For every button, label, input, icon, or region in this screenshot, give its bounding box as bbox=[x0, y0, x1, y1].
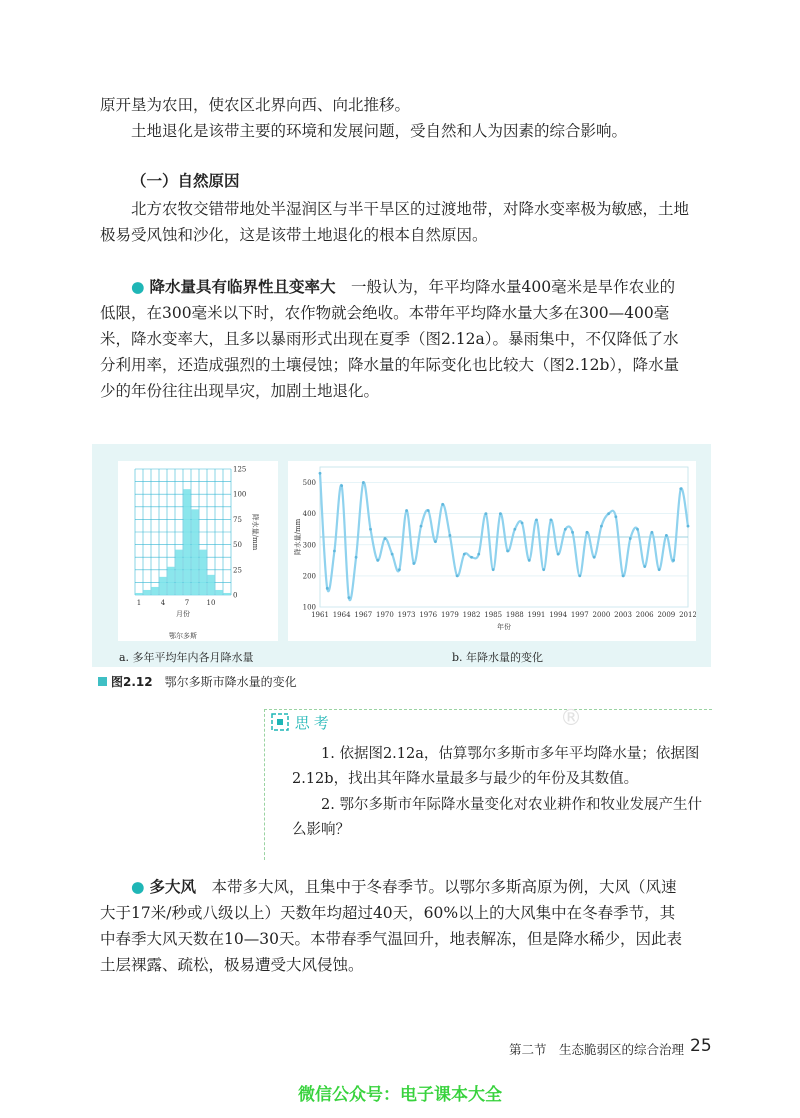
data-point bbox=[427, 509, 430, 512]
y-tick-label: 100 bbox=[302, 603, 316, 612]
chart-b-panel bbox=[288, 461, 696, 641]
data-point bbox=[499, 512, 502, 515]
bar bbox=[192, 509, 199, 595]
x-tick-label: 1964 bbox=[332, 611, 351, 619]
data-point bbox=[665, 534, 668, 537]
x-axis-label: 月份 bbox=[176, 610, 190, 618]
x-tick-label: 1982 bbox=[462, 611, 481, 619]
bar bbox=[176, 550, 183, 595]
monthly-precipitation-chart bbox=[118, 461, 278, 641]
data-point bbox=[643, 565, 646, 568]
paragraph-precipitation bbox=[100, 274, 690, 404]
data-point bbox=[513, 528, 516, 531]
data-point bbox=[614, 515, 617, 518]
x-tick-label: 1985 bbox=[484, 611, 503, 619]
data-point bbox=[528, 559, 531, 562]
bar bbox=[184, 489, 191, 595]
x-tick-label: 1973 bbox=[397, 611, 416, 619]
y-axis-label: 降水量/mm bbox=[294, 518, 302, 556]
data-point bbox=[521, 522, 524, 525]
x-tick-label: 1961 bbox=[311, 611, 329, 619]
x-tick-label: 10 bbox=[206, 599, 216, 607]
y-tick-label: 75 bbox=[233, 515, 242, 524]
y-tick-label: 50 bbox=[233, 541, 242, 550]
paragraph-wind bbox=[100, 874, 690, 978]
page-number: 25 bbox=[690, 1036, 712, 1056]
data-point bbox=[448, 534, 451, 537]
x-tick-label: 2009 bbox=[657, 611, 676, 619]
subheading-natural-causes: （一）自然原因 bbox=[131, 172, 240, 190]
y-tick-label: 300 bbox=[302, 541, 316, 550]
x-tick-label: 2012 bbox=[679, 611, 696, 619]
x-tick-label: 4 bbox=[160, 599, 166, 607]
data-point bbox=[600, 525, 603, 528]
bullet-dot-icon: ● bbox=[131, 278, 145, 296]
data-point bbox=[391, 553, 394, 556]
data-point bbox=[362, 481, 365, 484]
think-heading bbox=[270, 712, 333, 733]
data-point bbox=[333, 550, 336, 553]
x-tick-label: 1970 bbox=[376, 611, 394, 619]
x-tick-label: 1976 bbox=[419, 611, 438, 619]
x-tick-label: 1994 bbox=[549, 611, 568, 619]
data-point bbox=[470, 556, 473, 559]
data-point bbox=[586, 531, 589, 534]
data-point bbox=[535, 518, 538, 521]
data-point bbox=[412, 562, 415, 565]
data-point bbox=[319, 472, 322, 475]
data-point bbox=[369, 528, 372, 531]
x-tick-label: 1967 bbox=[354, 611, 373, 619]
y-tick-label: 125 bbox=[233, 465, 247, 474]
data-point bbox=[542, 568, 545, 571]
bar bbox=[160, 577, 167, 595]
data-point bbox=[398, 568, 401, 571]
body-line-0: 原开垦为农田，使农区北界向西、向北推移。 bbox=[100, 96, 411, 114]
y-tick-label: 500 bbox=[302, 479, 316, 488]
bar bbox=[208, 575, 215, 595]
figure-title-text: 鄂尔多斯市降水量的变化 bbox=[164, 675, 297, 689]
data-point bbox=[672, 559, 675, 562]
annual-precipitation-chart bbox=[288, 461, 696, 641]
data-point bbox=[485, 512, 488, 515]
data-point bbox=[477, 553, 480, 556]
bar bbox=[152, 587, 159, 595]
x-tick-label: 1997 bbox=[570, 611, 589, 619]
data-point bbox=[492, 568, 495, 571]
bullet-text-wind: 本带多大风，且集中于冬春季节。以鄂尔多斯高原为例，大风（风速大于17米/秒或八级以上）天数年均超过40天，60%以上的大风集中在冬春季节，其中春季大风天数在10—30天。本带春季气温回升，地表解冻，但是降水稀少，因此表土层裸露、疏松，极易遭受大风侵蚀。 bbox=[100, 878, 682, 974]
data-point bbox=[420, 525, 423, 528]
figure-number: 图2.12 bbox=[111, 675, 153, 689]
data-point bbox=[651, 531, 654, 534]
x-axis-label: 年份 bbox=[497, 623, 511, 631]
think-title: 思考 bbox=[294, 714, 333, 732]
x-tick-label: 7 bbox=[184, 599, 190, 607]
y-tick-label: 25 bbox=[233, 566, 242, 575]
think-question-2: 2. 鄂尔多斯市年际降水量变化对农业耕作和牧业发展产生什么影响？ bbox=[292, 797, 702, 838]
y-tick-label: 100 bbox=[233, 490, 247, 499]
data-point bbox=[463, 553, 466, 556]
bar bbox=[216, 590, 223, 595]
data-point bbox=[434, 540, 437, 543]
bullet-text-precipitation: 一般认为，年平均降水量400毫米是旱作农业的低限，在300毫米以下时，农作物就会绝收。本带年平均降水量大多在300—400毫米，降水变率大，且多以暴雨形式出现在夏季（图2.12a）。暴雨集中，不仅降低了水分利用率，还造成强烈的土壤侵蚀；降水量的年际变化也比较大（图2.12b），降水量少的年份往往出现旱灾，加剧土地退化。 bbox=[100, 278, 680, 400]
y-axis-label: 降水量/mm bbox=[251, 513, 259, 551]
caption-a: a. 多年平均年内各月降水量 bbox=[119, 651, 254, 664]
data-point bbox=[506, 550, 509, 553]
data-point bbox=[405, 509, 408, 512]
data-point bbox=[340, 484, 343, 487]
data-point bbox=[326, 587, 329, 590]
bullet-title-wind: 多大风 bbox=[149, 878, 196, 896]
x-tick-label: 2000 bbox=[592, 611, 611, 619]
data-point bbox=[384, 537, 387, 540]
data-point bbox=[593, 556, 596, 559]
x-tick-label: 2003 bbox=[614, 611, 632, 619]
paragraph-land-degradation: 土地退化是该带主要的环境和发展问题，受自然和人为因素的综合影响。 bbox=[131, 122, 628, 140]
x-tick-label: 1979 bbox=[440, 611, 459, 619]
data-point bbox=[658, 568, 661, 571]
chart-place-label: 鄂尔多斯 bbox=[169, 632, 197, 640]
data-point bbox=[550, 518, 553, 521]
bar bbox=[144, 590, 151, 595]
data-point bbox=[622, 574, 625, 577]
data-point bbox=[578, 574, 581, 577]
data-point bbox=[629, 537, 632, 540]
bullet-title-precipitation: 降水量具有临界性且变率大 bbox=[149, 278, 336, 296]
data-point bbox=[636, 528, 639, 531]
x-tick-label: 1 bbox=[136, 599, 142, 607]
figure-square-icon bbox=[98, 677, 107, 686]
data-point bbox=[571, 531, 574, 534]
x-tick-label: 2006 bbox=[635, 611, 654, 619]
data-point bbox=[456, 574, 459, 577]
x-tick-label: 1988 bbox=[505, 611, 524, 619]
data-point bbox=[687, 525, 690, 528]
data-point bbox=[347, 596, 350, 599]
data-point bbox=[441, 503, 444, 506]
brand-text: 微信公众号：电子课本大全 bbox=[298, 1085, 502, 1105]
data-point bbox=[679, 487, 682, 490]
figure-title bbox=[98, 673, 297, 690]
data-point bbox=[607, 512, 610, 515]
think-question-1: 1. 依据图2.12a，估算鄂尔多斯市多年平均降水量；依据图2.12b，找出其年降水量最多与最少的年份及其数值。 bbox=[292, 746, 700, 787]
bullet-dot-icon: ● bbox=[131, 878, 145, 896]
y-tick-label: 200 bbox=[302, 572, 316, 581]
bar bbox=[200, 550, 207, 595]
bar bbox=[168, 567, 175, 595]
bar bbox=[136, 593, 143, 595]
data-point bbox=[564, 528, 567, 531]
data-point bbox=[355, 556, 358, 559]
x-tick-label: 1991 bbox=[527, 611, 546, 619]
bar bbox=[224, 593, 231, 595]
think-icon bbox=[270, 712, 290, 732]
paragraph-transition-zone: 北方农牧交错带地处半湿润区与半干旱区的过渡地带，对降水变率极为敏感，土地极易受风蚀和沙化，这是该带土地退化的根本自然原因。 bbox=[100, 200, 690, 244]
caption-b: b. 年降水量的变化 bbox=[452, 651, 544, 664]
watermark-logo: ® bbox=[560, 706, 582, 731]
chart-a-panel bbox=[118, 461, 278, 641]
data-point bbox=[557, 553, 560, 556]
y-tick-label: 0 bbox=[233, 591, 238, 600]
data-point bbox=[376, 559, 379, 562]
footer-section: 第二节 生态脆弱区的综合治理 bbox=[509, 1042, 685, 1057]
y-tick-label: 400 bbox=[302, 510, 316, 519]
